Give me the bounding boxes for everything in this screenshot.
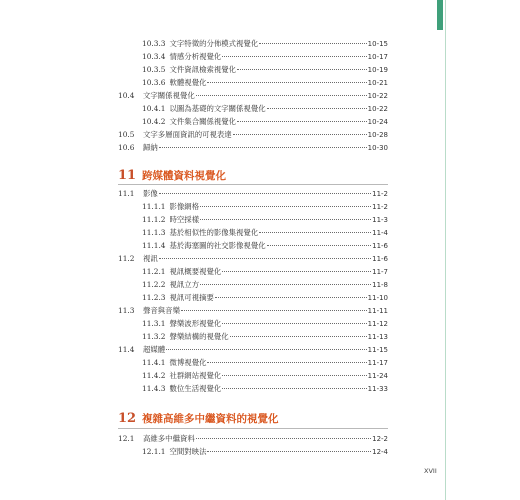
toc-entry [142, 38, 388, 50]
toc-entry-page: 11-33 [367, 385, 388, 393]
toc-entry-title: 基於相似性的影像集視覺化 [169, 228, 259, 237]
dot-leader [215, 297, 367, 298]
toc-entry [142, 214, 388, 226]
dot-leader [159, 193, 371, 194]
dot-leader [267, 108, 367, 109]
toc-entry-page: 10-21 [367, 78, 388, 87]
toc-entry-title: 以圖為基礎的文字關係視覺化 [169, 103, 266, 113]
toc-entry-number: 10.4.1 [142, 103, 166, 113]
chapter-11-heading [118, 166, 226, 182]
toc-entry-number: 11.3.1 [142, 319, 166, 328]
toc-entry-title: 高維多中繼資料 [143, 434, 195, 443]
toc-entry-number: 10.3.6 [142, 77, 166, 87]
chapter-12-heading [118, 409, 279, 425]
toc-entry [118, 344, 388, 356]
toc-entry-title: 影像 [143, 189, 158, 198]
toc-entry [142, 279, 388, 291]
toc-entry-page: 10-22 [367, 91, 388, 100]
toc-entry-title: 文字特徵的分佈模式視覺化 [169, 39, 259, 48]
toc-entry-page: 10-15 [367, 40, 388, 48]
toc-entry-number: 12.1.1 [142, 447, 166, 456]
toc-entry-number: 11.2.3 [142, 293, 166, 302]
toc-entry-title: 聲音與音樂 [143, 306, 180, 315]
toc-entry-page: 10-30 [367, 143, 388, 152]
chapter-number: 11 [118, 168, 137, 183]
toc-entry-number: 12.1 [118, 434, 135, 443]
toc-entry-title: 視訊立方 [169, 280, 200, 289]
dot-leader [166, 349, 366, 350]
toc-entry-number: 11.4 [118, 345, 135, 354]
toc-entry-number: 11.2.2 [142, 280, 166, 289]
dot-leader [207, 82, 366, 83]
toc-entry-number: 11.4.3 [142, 384, 166, 393]
toc-entry [142, 446, 388, 458]
toc-entry-number: 10.6 [118, 142, 135, 152]
toc-entry [118, 90, 388, 102]
toc-entry-title: 文字關係視覺化 [143, 90, 195, 100]
dot-leader [222, 271, 371, 272]
dot-leader [222, 56, 366, 57]
toc-entry-number: 11.4.1 [142, 358, 166, 367]
toc-entry-page: 10-28 [367, 130, 388, 139]
toc-entry-number: 11.2 [118, 254, 135, 263]
toc-entry-page: 10-24 [367, 117, 388, 126]
toc-entry-number: 11.2.1 [142, 267, 166, 276]
toc-entry-page: 10-22 [367, 104, 388, 113]
toc-entry [118, 142, 388, 154]
toc-entry-page: 11-13 [367, 333, 388, 341]
toc-entry-title: 聲樂波形視覺化 [169, 319, 222, 328]
toc-entry-page: 11-6 [372, 242, 388, 250]
toc-entry-page: 11-10 [367, 294, 388, 302]
toc-entry [118, 253, 388, 265]
page-edge-tab [437, 0, 443, 30]
dot-leader [259, 232, 371, 233]
toc-entry-page: 11-4 [372, 229, 388, 237]
toc-entry-page: 12-4 [372, 448, 388, 456]
toc-entry-title: 視訊可視摘要 [169, 293, 214, 302]
dot-leader [196, 95, 367, 96]
toc-entry-title: 歸納 [143, 142, 158, 152]
toc-entry-page: 11-8 [372, 281, 388, 289]
toc-entry-title: 視訊 [143, 254, 158, 263]
toc-entry-page: 10-19 [367, 65, 388, 74]
toc-entry-number: 10.3.4 [142, 51, 166, 61]
toc-entry [142, 318, 388, 330]
dot-leader [233, 134, 367, 135]
toc-entry-title: 影像網格 [169, 202, 200, 211]
toc-entry [142, 370, 388, 382]
toc-entry-number: 11.1.4 [142, 241, 166, 250]
toc-entry-number: 11.1 [118, 189, 135, 198]
toc-entry-title: 超媒體 [143, 345, 166, 354]
dot-leader [207, 451, 371, 452]
toc-entry [118, 129, 388, 141]
toc-entry-page: 10-17 [367, 52, 388, 61]
toc-entry [118, 188, 388, 200]
toc-entry [142, 266, 388, 278]
toc-entry-title: 基於海塞圖的社交影像視覺化 [169, 241, 266, 250]
toc-entry [142, 116, 388, 128]
toc-entry-number: 11.3.2 [142, 332, 166, 341]
toc-entry-page: 11-2 [372, 190, 388, 198]
dot-leader [237, 121, 367, 122]
toc-entry-page: 11-2 [372, 203, 388, 211]
dot-leader [200, 219, 371, 220]
chapter-12-rule [118, 428, 388, 429]
dot-leader [230, 336, 367, 337]
page-folio: XVII [424, 467, 437, 475]
toc-entry-page: 11-6 [372, 255, 388, 263]
toc-entry-title: 社群網站視覺化 [169, 371, 222, 380]
toc-entry [142, 201, 388, 213]
toc-entry-title: 數位生活視覺化 [169, 384, 222, 393]
toc-entry-page: 11-15 [367, 346, 388, 354]
toc-entry [142, 227, 388, 239]
toc-entry-title: 時空採樣 [169, 215, 200, 224]
dot-leader [267, 245, 372, 246]
toc-entry [142, 292, 388, 304]
toc-entry-number: 11.1.1 [142, 202, 166, 211]
toc-entry-page: 11-12 [367, 320, 388, 328]
dot-leader [181, 310, 367, 311]
toc-entry-title: 文件集合關係視覺化 [169, 116, 237, 126]
toc-entry-page: 11-11 [367, 307, 388, 315]
toc-entry-title: 視訊概要視覺化 [169, 267, 222, 276]
dot-leader [207, 362, 366, 363]
dot-leader [222, 323, 366, 324]
dot-leader [222, 388, 366, 389]
dot-leader [222, 375, 366, 376]
toc-entry [118, 305, 388, 317]
toc-entry-title: 情感分析視覺化 [169, 51, 222, 61]
chapter-number: 12 [118, 411, 137, 426]
dot-leader [159, 147, 367, 148]
toc-entry-title: 軟體視覺化 [169, 77, 207, 87]
toc-entry [142, 51, 388, 63]
toc-entry-page: 12-2 [372, 435, 388, 443]
toc-entry-number: 11.4.2 [142, 371, 166, 380]
dot-leader [159, 258, 371, 259]
toc-entry [142, 77, 388, 89]
toc-entry-number: 11.1.3 [142, 228, 166, 237]
toc-entry [142, 240, 388, 252]
chapter-11-rule [118, 184, 388, 185]
toc-entry-page: 11-17 [367, 359, 388, 367]
toc-entry-page: 11-24 [367, 372, 388, 380]
toc-entry-title: 空間對映法 [169, 447, 207, 456]
toc-entry [118, 433, 388, 445]
toc-entry-number: 10.3.3 [142, 39, 166, 48]
toc-entry-number: 10.5 [118, 129, 135, 139]
dot-leader [200, 284, 371, 285]
chapter-title: 跨媒體資料視覺化 [142, 170, 226, 182]
toc-entry [142, 357, 388, 369]
dot-leader [259, 43, 366, 44]
toc-entry-number: 11.1.2 [142, 215, 166, 224]
toc-entry-title: 文字多層面資訊的可視表達 [143, 129, 232, 139]
page-edge-line [445, 0, 446, 500]
toc-entry-number: 11.3 [118, 306, 135, 315]
toc-entry-title: 文件資訊檢索視覺化 [169, 64, 237, 74]
toc-entry-number: 10.3.5 [142, 64, 166, 74]
toc-entry [142, 331, 388, 343]
toc-entry-title: 聲樂結構的視覺化 [169, 332, 229, 341]
toc-entry-page: 11-3 [372, 216, 388, 224]
chapter-title: 複雜高維多中繼資料的視覺化 [142, 413, 279, 425]
toc-entry [142, 103, 388, 115]
toc-entry-title: 微博視覺化 [169, 358, 207, 367]
toc-entry-number: 10.4.2 [142, 116, 166, 126]
toc-entry-page: 11-7 [372, 268, 388, 276]
toc-entry [142, 383, 388, 395]
dot-leader [200, 206, 371, 207]
dot-leader [237, 69, 367, 70]
toc-entry [142, 64, 388, 76]
toc-entry-number: 10.4 [118, 90, 135, 100]
dot-leader [196, 438, 371, 439]
